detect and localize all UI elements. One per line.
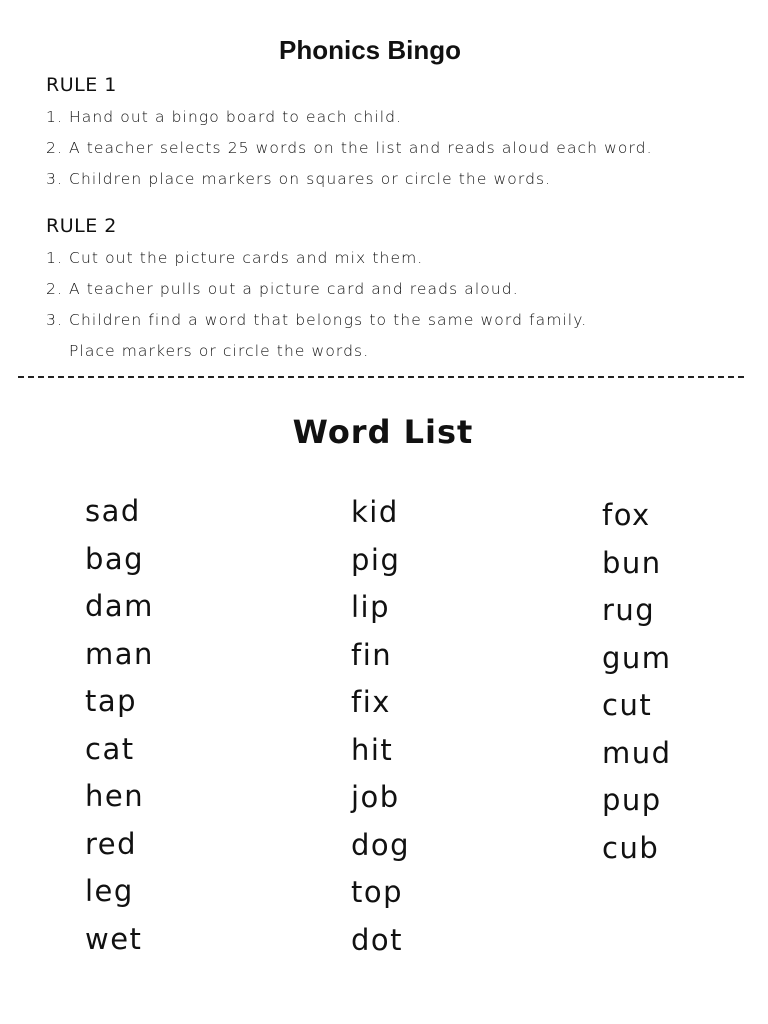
word-column-1	[85, 488, 154, 963]
word-item: wet	[85, 921, 143, 956]
word-item: dot	[351, 922, 404, 957]
rule-2-line: 2. A teacher pulls out a picture card and reads aloud.	[46, 280, 519, 298]
rule-1-heading: RULE 1	[46, 74, 117, 96]
rule-1-section	[46, 74, 746, 195]
word-item: red	[85, 826, 138, 861]
word-column-2	[351, 489, 410, 964]
word-item: rug	[602, 593, 656, 627]
rule-1-line: 1. Hand out a bingo board to each child.	[46, 108, 403, 126]
word-item: mud	[602, 735, 672, 770]
rule-2-line-continuation: Place markers or circle the words.	[69, 342, 370, 360]
word-item: bun	[602, 545, 662, 580]
word-item: fix	[351, 685, 391, 719]
word-item: leg	[85, 874, 134, 908]
word-item: cub	[602, 830, 660, 865]
cut-line-divider	[18, 376, 744, 378]
word-item: top	[351, 875, 404, 909]
word-item: man	[85, 636, 154, 671]
word-item: fox	[602, 498, 651, 532]
rule-2-section	[46, 215, 746, 367]
word-item: hen	[85, 779, 145, 813]
word-item: kid	[351, 495, 399, 529]
page-title: Phonics Bingo	[279, 35, 461, 65]
rule-2-heading: RULE 2	[46, 215, 117, 237]
word-item: lip	[351, 590, 391, 624]
word-item: pup	[602, 783, 662, 817]
rule-1-line: 3. Children place markers on squares or circle the words.	[46, 170, 552, 188]
word-item: dog	[351, 827, 411, 862]
rule-2-line: 3. Children find a word that belongs to the same word family.	[46, 311, 588, 329]
word-item: bag	[85, 541, 145, 576]
word-item: job	[351, 780, 400, 814]
word-item: fin	[351, 637, 393, 672]
word-item: dam	[85, 589, 154, 623]
word-item: cut	[602, 688, 653, 722]
word-column-3	[602, 492, 672, 872]
word-item: pig	[351, 542, 401, 577]
word-item: tap	[85, 684, 138, 718]
word-item: hit	[351, 732, 394, 767]
word-item: cat	[85, 731, 135, 766]
rule-2-line: 1. Cut out the picture cards and mix them.	[46, 249, 424, 267]
word-list-title: Word List	[292, 413, 474, 451]
rule-1-line: 2. A teacher selects 25 words on the list and reads aloud each word.	[46, 139, 653, 157]
word-item: sad	[85, 494, 141, 528]
word-item: gum	[602, 640, 672, 675]
